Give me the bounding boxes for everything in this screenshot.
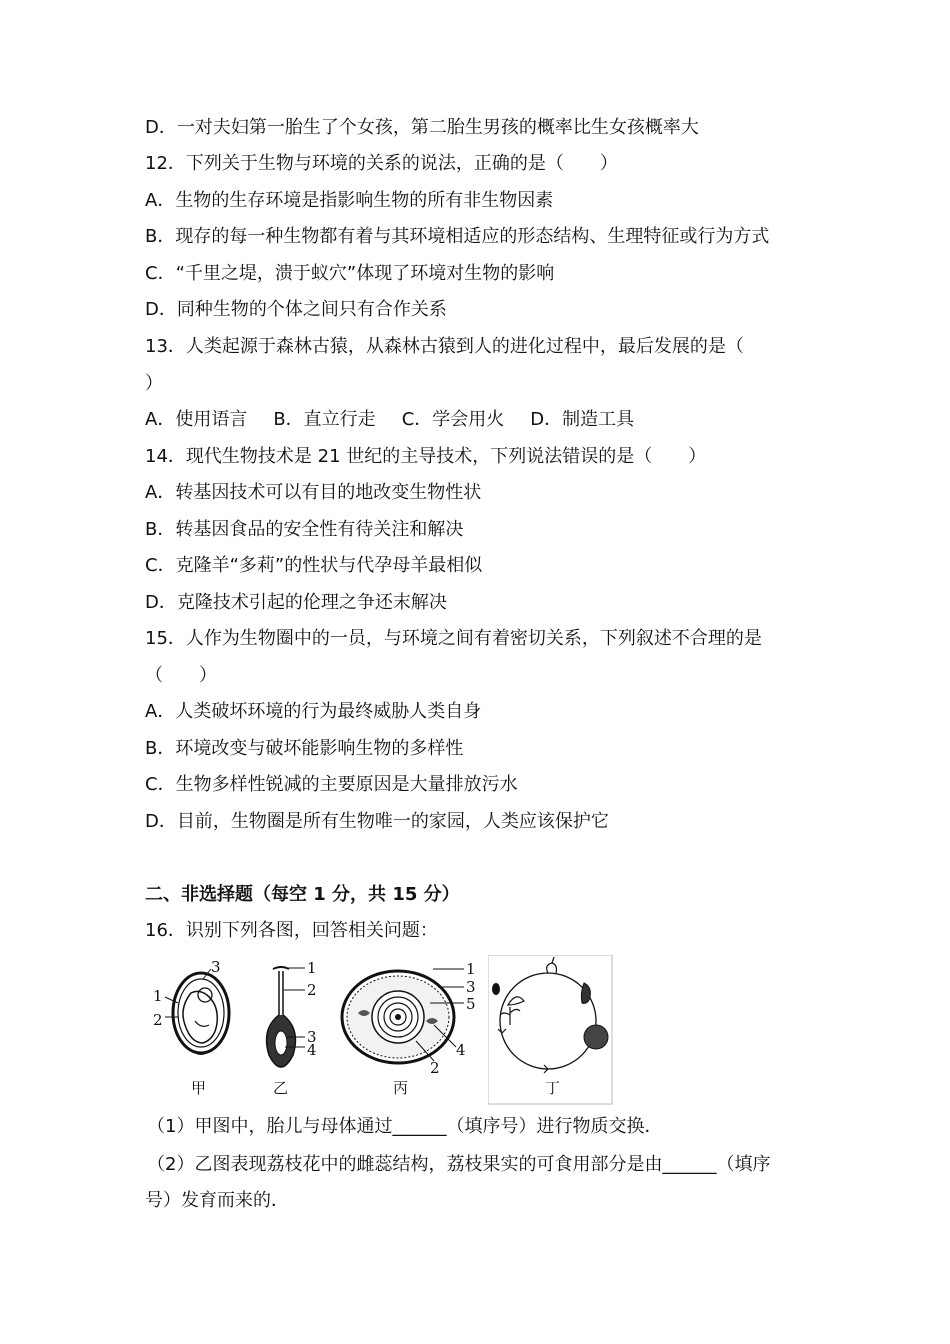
- q16-stem: 16．识别下列各图，回答相关问题：: [145, 920, 438, 941]
- figure-yi-caption: 乙: [273, 1079, 289, 1097]
- q13-options: [145, 408, 660, 432]
- yi-label-1: 1: [307, 959, 317, 977]
- q13-option-a: A．使用语言: [145, 409, 248, 430]
- figure-bing-egg: [338, 955, 488, 1077]
- q15-option-d: D．目前，生物圈是所有生物唯一的家园，人类应该保护它: [145, 811, 609, 832]
- q12-option-a: A．生物的生存环境是指影响生物的所有非生物因素: [145, 190, 554, 211]
- yi-label-2: 2: [307, 981, 317, 999]
- section-2-title: 二、非选择题（每空 1 分，共 15 分）: [145, 884, 460, 905]
- q12-option-d: D．同种生物的个体之间只有合作关系: [145, 299, 447, 320]
- bing-label-5: 5: [466, 995, 476, 1013]
- figure-jia-caption: 甲: [191, 1079, 207, 1097]
- q11-option-d: D．一对夫妇第一胎生了个女孩，第二胎生男孩的概率比生女孩概率大: [145, 117, 699, 138]
- q14-option-b: B．转基因食品的安全性有待关注和解决: [145, 519, 464, 540]
- figure-ding-caption: 丁: [545, 1079, 561, 1097]
- q15-stem: 15．人作为生物圈中的一员，与环境之间有着密切关系，下列叙述不合理的是: [145, 628, 762, 649]
- q16-sub-question-1: （1）甲图中，胎儿与母体通过______（填序号）进行物质交换．: [147, 1116, 663, 1137]
- q12-stem: 12．下列关于生物与环境的关系的说法，正确的是（ ）: [145, 153, 618, 174]
- jia-label-1: 1: [153, 987, 163, 1005]
- q14-stem: 14．现代生物技术是 21 世纪的主导技术，下列说法错误的是（ ）: [145, 446, 707, 467]
- bing-label-1: 1: [466, 960, 476, 978]
- q15-stem-cont: （ ）: [145, 665, 217, 686]
- q13-stem: 13．人类起源于森林古猿，从森林古猿到人的进化过程中，最后发展的是（: [145, 336, 744, 357]
- q14-option-d: D．克隆技术引起的伦理之争还末解决: [145, 592, 447, 613]
- figure-bing-caption: 丙: [393, 1079, 409, 1097]
- q16-sub-question-2: （2）乙图表现荔枝花中的雌蕊结构，荔枝果实的可食用部分是由______（填序: [147, 1154, 771, 1175]
- q13-option-d: D．制造工具: [530, 409, 635, 430]
- yi-label-4: 4: [307, 1041, 317, 1059]
- figure-jia-uterus: [143, 955, 243, 1077]
- q15-option-a: A．人类破坏环境的行为最终威胁人类自身: [145, 701, 482, 722]
- bing-label-4: 4: [456, 1041, 466, 1059]
- jia-label-3: 3: [211, 958, 221, 976]
- bing-label-3: 3: [466, 978, 476, 996]
- q12-option-b: B．现存的每一种生物都有着与其环境相适应的形态结构、生理特征或行为方式: [145, 226, 770, 247]
- q13-option-c: C．学会用火: [401, 409, 505, 430]
- q14-option-c: C．克隆羊“多莉”的性状与代孕母羊最相似: [145, 555, 483, 576]
- jia-label-2: 2: [153, 1011, 163, 1029]
- q13-stem-cont: ）: [145, 373, 163, 394]
- q16-sub-question-2-cont: 号）发育而来的．: [145, 1190, 289, 1211]
- figure-yi-pistil: [255, 955, 335, 1077]
- q16-figure: [143, 955, 613, 1105]
- bing-label-2: 2: [430, 1059, 440, 1077]
- q13-option-b: B．直立行走: [273, 409, 376, 430]
- q12-option-c: C．“千里之堤，溃于蚁穴”体现了环境对生物的影响: [145, 263, 555, 284]
- q15-option-b: B．环境改变与破坏能影响生物的多样性: [145, 738, 464, 759]
- yi-label-3: 3: [307, 1028, 317, 1046]
- q14-option-a: A．转基因技术可以有目的地改变生物性状: [145, 482, 482, 503]
- q15-option-c: C．生物多样性锐减的主要原因是大量排放污水: [145, 774, 518, 795]
